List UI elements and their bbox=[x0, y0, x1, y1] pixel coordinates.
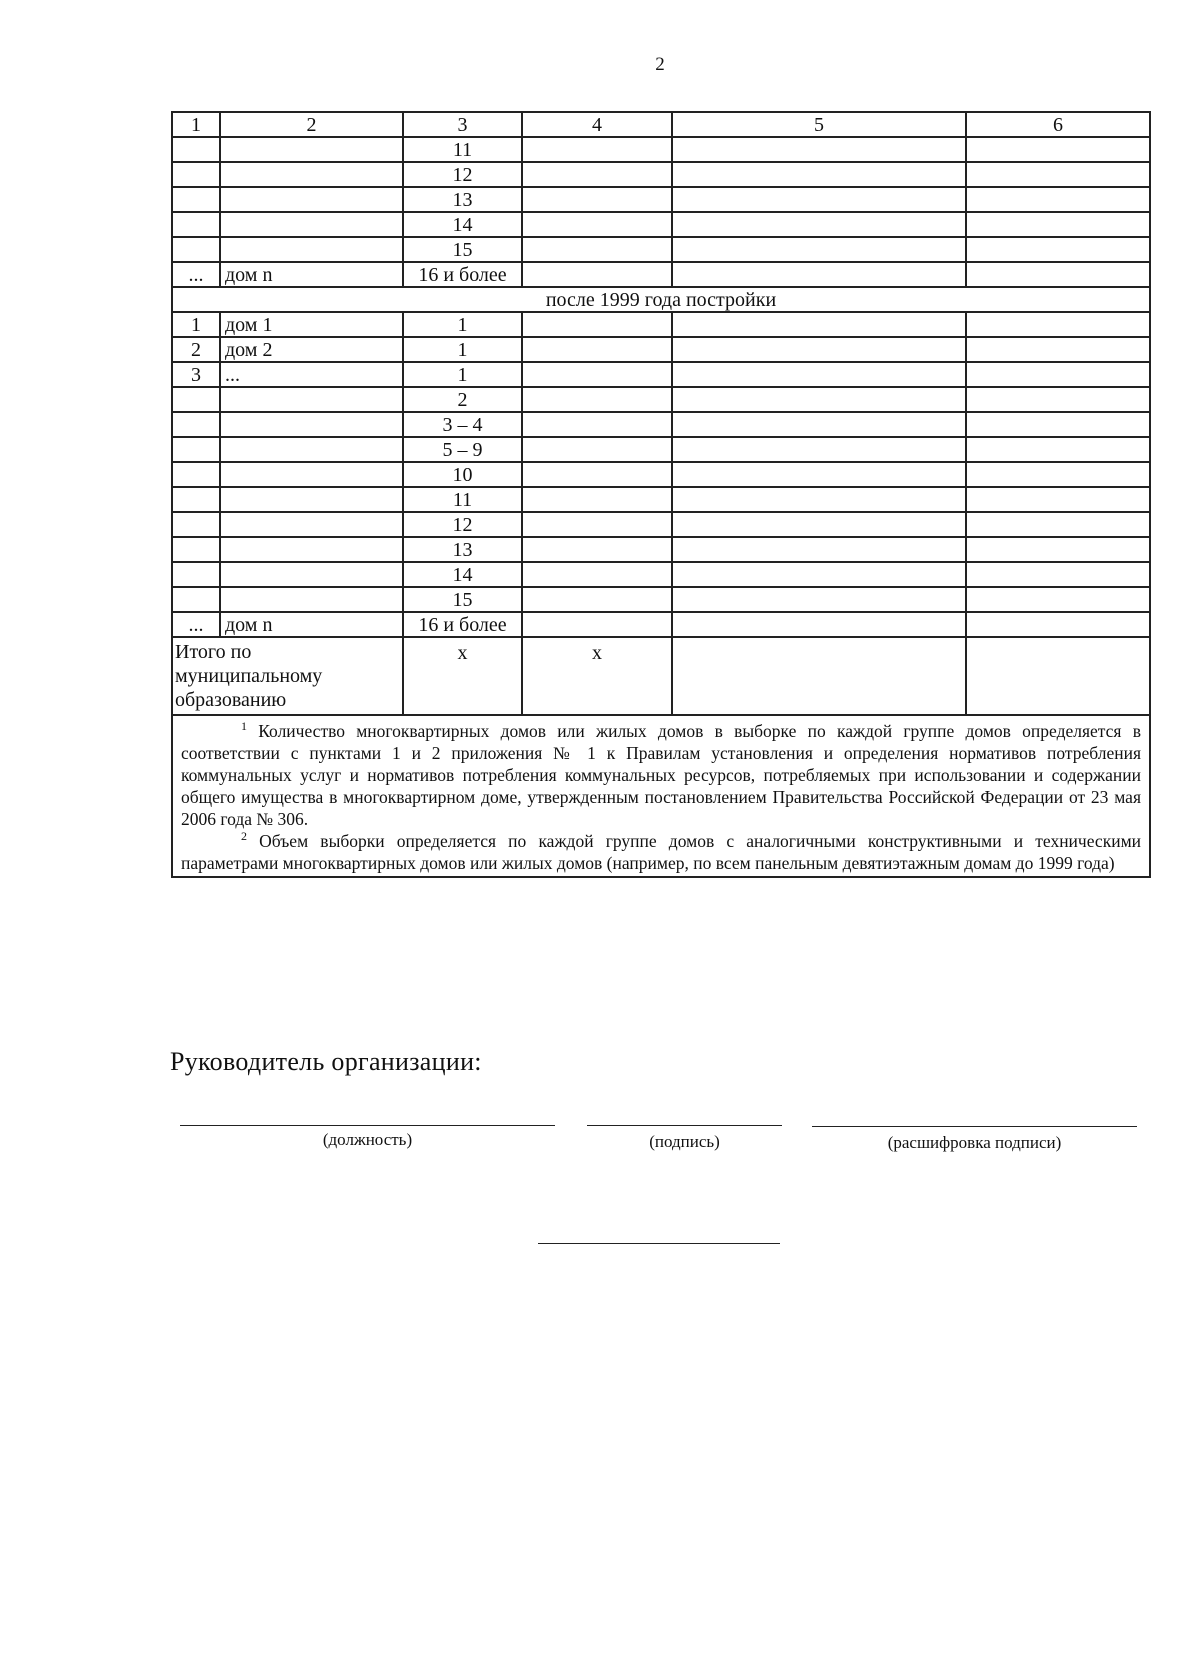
cell-col-6 bbox=[966, 262, 1150, 287]
table-row bbox=[172, 562, 1150, 587]
table-row bbox=[172, 237, 1150, 262]
cell-col-3: 11 bbox=[403, 137, 522, 162]
table-row bbox=[172, 512, 1150, 537]
cell-col-5 bbox=[672, 462, 966, 487]
cell-col-2 bbox=[220, 237, 403, 262]
footnote-2 bbox=[181, 830, 1141, 874]
cell-col-1 bbox=[172, 462, 220, 487]
cell-col-5 bbox=[672, 612, 966, 637]
cell-col-3: 13 bbox=[403, 187, 522, 212]
cell-col-3: 5 – 9 bbox=[403, 437, 522, 462]
table-row bbox=[172, 312, 1150, 337]
table-row bbox=[172, 362, 1150, 387]
cell-col-5 bbox=[672, 537, 966, 562]
cell-col-6 bbox=[966, 187, 1150, 212]
table-header-row bbox=[172, 112, 1150, 137]
total-col-3: х bbox=[403, 637, 522, 715]
cell-col-5 bbox=[672, 512, 966, 537]
cell-col-6 bbox=[966, 562, 1150, 587]
cell-col-4 bbox=[522, 362, 672, 387]
table-row bbox=[172, 137, 1150, 162]
cell-col-5 bbox=[672, 387, 966, 412]
cell-col-6 bbox=[966, 312, 1150, 337]
cell-col-1 bbox=[172, 187, 220, 212]
cell-col-4 bbox=[522, 562, 672, 587]
cell-col-4 bbox=[522, 487, 672, 512]
housing-sample-table bbox=[171, 111, 1151, 878]
cell-col-3: 16 и более bbox=[403, 612, 522, 637]
section-row bbox=[172, 287, 1150, 312]
cell-col-1 bbox=[172, 537, 220, 562]
cell-col-3: 1 bbox=[403, 337, 522, 362]
table-row bbox=[172, 537, 1150, 562]
cell-col-2: дом 2 bbox=[220, 337, 403, 362]
cell-col-1: 3 bbox=[172, 362, 220, 387]
cell-col-5 bbox=[672, 437, 966, 462]
cell-col-5 bbox=[672, 362, 966, 387]
cell-col-6 bbox=[966, 237, 1150, 262]
cell-col-6 bbox=[966, 337, 1150, 362]
cell-col-5 bbox=[672, 162, 966, 187]
cell-col-4 bbox=[522, 237, 672, 262]
total-col-6 bbox=[966, 637, 1150, 715]
footnote-1-mark: 1 bbox=[241, 719, 247, 733]
signature-line bbox=[587, 1125, 782, 1126]
total-col-4: х bbox=[522, 637, 672, 715]
cell-col-6 bbox=[966, 387, 1150, 412]
footnotes bbox=[172, 715, 1150, 877]
table-row bbox=[172, 587, 1150, 612]
cell-col-6 bbox=[966, 212, 1150, 237]
cell-col-6 bbox=[966, 412, 1150, 437]
cell-col-6 bbox=[966, 137, 1150, 162]
cell-col-3: 12 bbox=[403, 512, 522, 537]
cell-col-4 bbox=[522, 537, 672, 562]
cell-col-6 bbox=[966, 462, 1150, 487]
table-row bbox=[172, 387, 1150, 412]
cell-col-4 bbox=[522, 162, 672, 187]
table-row bbox=[172, 262, 1150, 287]
footnote-2-mark: 2 bbox=[241, 829, 247, 843]
cell-col-2 bbox=[220, 562, 403, 587]
cell-col-5 bbox=[672, 412, 966, 437]
cell-col-3: 12 bbox=[403, 162, 522, 187]
cell-col-3: 10 bbox=[403, 462, 522, 487]
cell-col-2 bbox=[220, 487, 403, 512]
cell-col-3: 16 и более bbox=[403, 262, 522, 287]
signature-caption: (подпись) bbox=[649, 1132, 720, 1151]
position-caption: (должность) bbox=[322, 1130, 413, 1149]
cell-col-1 bbox=[172, 512, 220, 537]
cell-col-1 bbox=[172, 487, 220, 512]
footnotes-row bbox=[172, 715, 1150, 877]
cell-col-5 bbox=[672, 312, 966, 337]
header-col-6: 6 bbox=[966, 112, 1150, 137]
cell-col-1: 1 bbox=[172, 312, 220, 337]
cell-col-6 bbox=[966, 162, 1150, 187]
cell-col-4 bbox=[522, 387, 672, 412]
table-row bbox=[172, 612, 1150, 637]
header-col-2: 2 bbox=[220, 112, 403, 137]
header-col-3: 3 bbox=[403, 112, 522, 137]
header-col-5: 5 bbox=[672, 112, 966, 137]
cell-col-5 bbox=[672, 562, 966, 587]
cell-col-2 bbox=[220, 587, 403, 612]
cell-col-1: ... bbox=[172, 262, 220, 287]
cell-col-4 bbox=[522, 412, 672, 437]
cell-col-4 bbox=[522, 437, 672, 462]
cell-col-5 bbox=[672, 187, 966, 212]
cell-col-4 bbox=[522, 262, 672, 287]
cell-col-2 bbox=[220, 137, 403, 162]
cell-col-5 bbox=[672, 212, 966, 237]
cell-col-4 bbox=[522, 462, 672, 487]
cell-col-2: дом n bbox=[220, 612, 403, 637]
decoding-caption: (расшифровка подписи) bbox=[887, 1133, 1062, 1152]
footnote-1 bbox=[181, 720, 1141, 830]
cell-col-1 bbox=[172, 562, 220, 587]
page-number: 2 bbox=[655, 54, 665, 75]
position-line bbox=[180, 1125, 555, 1126]
cell-col-2 bbox=[220, 212, 403, 237]
cell-col-2 bbox=[220, 537, 403, 562]
cell-col-6 bbox=[966, 437, 1150, 462]
cell-col-4 bbox=[522, 337, 672, 362]
cell-col-2 bbox=[220, 462, 403, 487]
table-row bbox=[172, 212, 1150, 237]
cell-col-1: ... bbox=[172, 612, 220, 637]
cell-col-2 bbox=[220, 162, 403, 187]
cell-col-6 bbox=[966, 587, 1150, 612]
cell-col-4 bbox=[522, 512, 672, 537]
cell-col-2: ... bbox=[220, 362, 403, 387]
header-col-1: 1 bbox=[172, 112, 220, 137]
table-row bbox=[172, 462, 1150, 487]
section-title: после 1999 года постройки bbox=[172, 287, 1150, 312]
cell-col-4 bbox=[522, 187, 672, 212]
cell-col-1 bbox=[172, 387, 220, 412]
cell-col-1: 2 bbox=[172, 337, 220, 362]
cell-col-4 bbox=[522, 212, 672, 237]
table-row bbox=[172, 487, 1150, 512]
decoding-line bbox=[812, 1126, 1137, 1127]
cell-col-3: 3 – 4 bbox=[403, 412, 522, 437]
total-col-5 bbox=[672, 637, 966, 715]
cell-col-2: дом 1 bbox=[220, 312, 403, 337]
cell-col-3: 13 bbox=[403, 537, 522, 562]
date-line bbox=[538, 1243, 780, 1244]
cell-col-5 bbox=[672, 337, 966, 362]
cell-col-5 bbox=[672, 487, 966, 512]
manager-heading: Руководитель организации: bbox=[170, 1047, 482, 1076]
cell-col-6 bbox=[966, 537, 1150, 562]
cell-col-5 bbox=[672, 237, 966, 262]
cell-col-1 bbox=[172, 237, 220, 262]
total-label: Итого по муниципальному образованию bbox=[172, 637, 403, 715]
cell-col-1 bbox=[172, 162, 220, 187]
table-row bbox=[172, 412, 1150, 437]
cell-col-3: 11 bbox=[403, 487, 522, 512]
cell-col-4 bbox=[522, 137, 672, 162]
cell-col-3: 14 bbox=[403, 562, 522, 587]
cell-col-2 bbox=[220, 187, 403, 212]
cell-col-2 bbox=[220, 512, 403, 537]
total-row bbox=[172, 637, 1150, 715]
cell-col-6 bbox=[966, 512, 1150, 537]
cell-col-1 bbox=[172, 412, 220, 437]
cell-col-1 bbox=[172, 587, 220, 612]
cell-col-3: 2 bbox=[403, 387, 522, 412]
cell-col-4 bbox=[522, 612, 672, 637]
cell-col-3: 15 bbox=[403, 237, 522, 262]
table-row bbox=[172, 162, 1150, 187]
cell-col-6 bbox=[966, 362, 1150, 387]
cell-col-1 bbox=[172, 137, 220, 162]
cell-col-6 bbox=[966, 612, 1150, 637]
cell-col-2: дом n bbox=[220, 262, 403, 287]
table-row bbox=[172, 437, 1150, 462]
cell-col-1 bbox=[172, 437, 220, 462]
cell-col-3: 1 bbox=[403, 312, 522, 337]
cell-col-6 bbox=[966, 487, 1150, 512]
footnote-1-text: Количество многоквартирных домов или жилых домов в выборке по каждой группе домов определяется в соответствии с пунктами 1 и 2 приложения № 1 к Правилам установления и определения нормативов потребления коммунальных услуг и нормативов потребления коммунальных ресурсов, потребляемых при использовании и содержании общего имущества в многоквартирном доме, утвержденным постановлением Правительства Российской Федерации от 23 мая 2006 года № 306. bbox=[181, 721, 1141, 829]
table-row bbox=[172, 337, 1150, 362]
cell-col-5 bbox=[672, 262, 966, 287]
footnote-2-text: Объем выборки определяется по каждой группе домов с аналогичными конструктивными и техническими параметрами многоквартирных домов или жилых домов (например, по всем панельным девятиэтажным домам до 1999 года) bbox=[181, 831, 1142, 873]
cell-col-3: 14 bbox=[403, 212, 522, 237]
cell-col-2 bbox=[220, 387, 403, 412]
header-col-4: 4 bbox=[522, 112, 672, 137]
cell-col-2 bbox=[220, 412, 403, 437]
cell-col-4 bbox=[522, 312, 672, 337]
table-row bbox=[172, 187, 1150, 212]
cell-col-3: 1 bbox=[403, 362, 522, 387]
cell-col-2 bbox=[220, 437, 403, 462]
cell-col-5 bbox=[672, 137, 966, 162]
cell-col-4 bbox=[522, 587, 672, 612]
cell-col-3: 15 bbox=[403, 587, 522, 612]
cell-col-1 bbox=[172, 212, 220, 237]
cell-col-5 bbox=[672, 587, 966, 612]
